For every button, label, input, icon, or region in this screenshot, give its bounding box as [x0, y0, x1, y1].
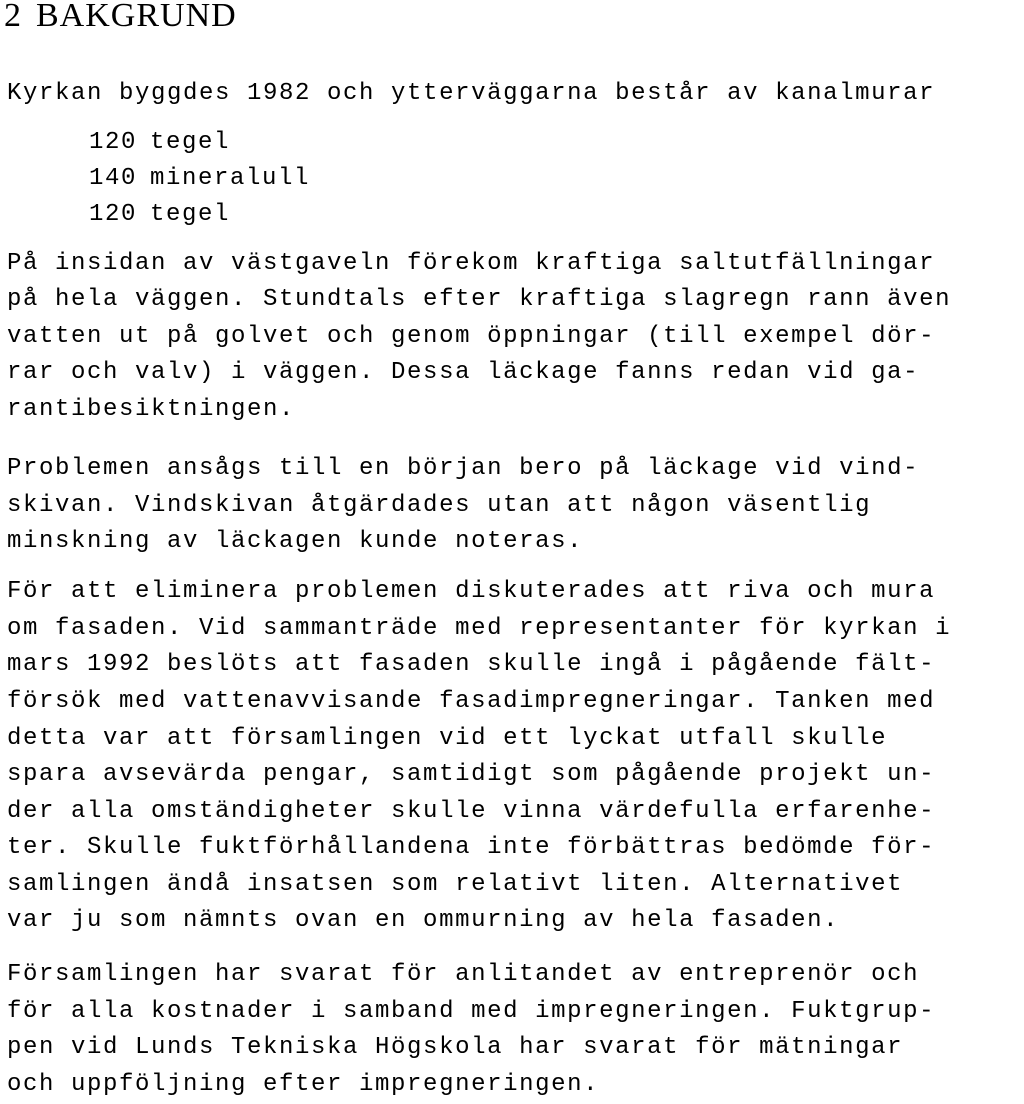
text-line: För att eliminera problemen diskuterades att riva och mura	[7, 578, 936, 605]
text-line: minskning av läckagen kunde noteras.	[7, 528, 584, 555]
text-line: rar och valv) i väggen. Dessa läckage fanns redan vid ga-	[7, 359, 920, 386]
text-line: och uppföljning efter impregneringen.	[7, 1071, 600, 1098]
section-heading	[4, 0, 237, 38]
text-line: Församlingen har svarat för anlitandet av entreprenör och	[7, 961, 920, 988]
layer-thickness: 140	[89, 165, 138, 192]
text-line: för alla kostnader i samband med impregneringen. Fuktgrup-	[7, 998, 936, 1025]
layer-thickness: 120	[89, 129, 138, 156]
section-number: 2	[4, 0, 22, 34]
text-line: samlingen ändå insatsen som relativt liten. Alternativet	[7, 871, 904, 898]
layer-material: tegel	[150, 129, 231, 156]
text-line: spara avsevärda pengar, samtidigt som pågående projekt un-	[7, 761, 936, 788]
text-line: om fasaden. Vid sammanträde med representanter för kyrkan i	[7, 615, 952, 642]
text-line: pen vid Lunds Tekniska Högskola har svarat för mätningar	[7, 1034, 904, 1061]
text-line: Problemen ansågs till en början bero på läckage vid vind-	[7, 455, 920, 482]
wall-layer	[89, 125, 230, 162]
text-line: skivan. Vindskivan åtgärdades utan att någon väsentlig	[7, 492, 872, 519]
text-line: ter. Skulle fuktförhållandena inte förbättras bedömde för-	[7, 834, 936, 861]
text-line: var ju som nämnts ovan en ommurning av hela fasaden.	[7, 907, 840, 934]
text-line: På insidan av västgaveln förekom kraftiga saltutfällningar	[7, 250, 936, 277]
text-line: rantibesiktningen.	[7, 396, 296, 423]
wall-layer	[89, 197, 230, 234]
text-line: der alla omständigheter skulle vinna värdefulla erfarenhe-	[7, 798, 936, 825]
layer-thickness: 120	[89, 201, 138, 228]
layer-material: tegel	[150, 201, 231, 228]
text-line: försök med vattenavvisande fasadimpregneringar. Tanken med	[7, 688, 936, 715]
text-line: detta var att församlingen vid ett lyckat utfall skulle	[7, 725, 888, 752]
layer-material: mineralull	[150, 165, 311, 192]
text-line: på hela väggen. Stundtals efter kraftiga slagregn rann även	[7, 286, 952, 313]
text-line: vatten ut på golvet och genom öppningar (till exempel dör-	[7, 323, 936, 350]
section-title: BAKGRUND	[36, 0, 237, 34]
text-line: mars 1992 beslöts att fasaden skulle ingå i pågående fält-	[7, 651, 936, 678]
wall-layer	[89, 161, 310, 198]
intro-line: Kyrkan byggdes 1982 och ytterväggarna består av kanalmurar	[7, 80, 936, 107]
